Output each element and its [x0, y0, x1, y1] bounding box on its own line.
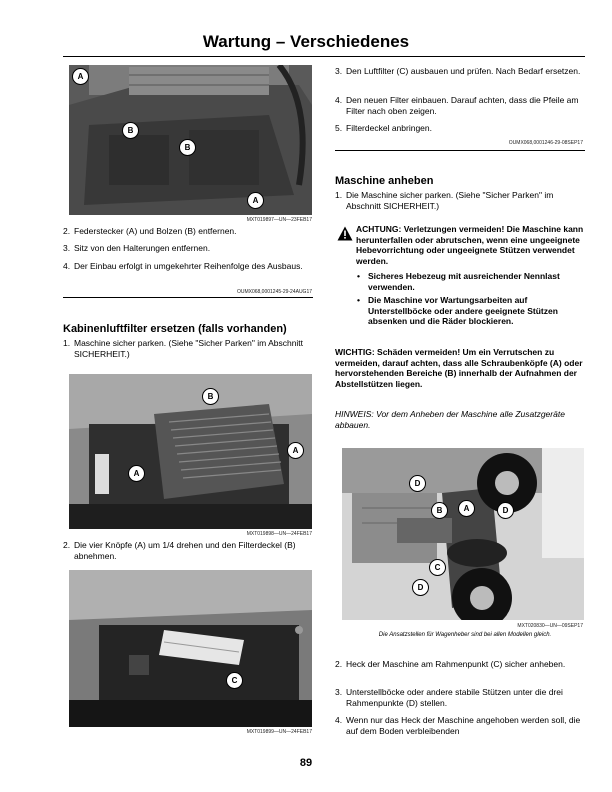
callout-c: C	[429, 559, 446, 576]
callout-b: B	[179, 139, 196, 156]
section-divider	[335, 150, 585, 151]
figure-seat-removal	[69, 65, 312, 215]
figure-caption: MXT019898—UN—24FEB17	[246, 531, 312, 537]
list-item: • Sicheres Hebezeug mit ausreichender Nennlast verwenden.	[357, 271, 560, 292]
air-filter-drawing	[69, 570, 312, 727]
callout-a: A	[72, 68, 89, 85]
figure-lift-points	[342, 448, 584, 620]
page-number: 89	[299, 757, 313, 769]
filter-cover-drawing	[69, 374, 312, 529]
section-heading: Maschine anheben	[335, 175, 434, 187]
bullet-dot-icon: •	[357, 271, 360, 281]
section-divider	[63, 297, 313, 298]
figure-caption: MXT019897—UN—23FEB17	[246, 217, 312, 223]
callout-b: B	[202, 388, 219, 405]
warning-triangle-icon	[337, 226, 353, 241]
caution-text: ACHTUNG: Verletzungen vermeiden! Die Maschine kann herunterfallen oder abrutschen, wenn eine ungeeignete Hebevorrichtung oder ungeeignete Stützen verwendet werden.	[356, 224, 584, 266]
lift-points-drawing	[342, 448, 584, 620]
list-item: • Die Maschine vor Wartungsarbeiten auf Unterstellböcke oder andere geeignete Stützen absenken und die Räder blockieren.	[357, 295, 558, 326]
callout-b: B	[431, 502, 448, 519]
section-heading: Kabinenluftfilter ersetzen (falls vorhanden)	[63, 323, 287, 335]
callout-d: D	[497, 502, 514, 519]
callout-a: A	[247, 192, 264, 209]
callout-d: D	[412, 579, 429, 596]
figure-filter-cover	[69, 374, 312, 529]
figure-caption: MXT020830—UN—09SEP17	[517, 623, 583, 629]
callout-b: B	[122, 122, 139, 139]
hint-note: HINWEIS: Vor dem Anheben der Maschine alle Zusatzgeräte abbauen.	[335, 409, 565, 430]
page-title: Wartung – Verschiedenes	[202, 32, 410, 51]
doc-reference-code: OUMX068,0001245-29-24AUG17	[236, 289, 312, 295]
figure-caption: MXT019899—UN—24FEB17	[246, 729, 312, 735]
callout-a: A	[287, 442, 304, 459]
figure-subcaption: Die Ansatzstellen für Wagenheber sind bei allen Modellen gleich.	[378, 632, 552, 638]
callout-a: A	[458, 500, 475, 517]
doc-reference-code: OUMX068,0001246-29-08SEP17	[508, 140, 583, 146]
callout-d: D	[409, 475, 426, 492]
callout-c: C	[226, 672, 243, 689]
bullet-list	[356, 271, 585, 327]
callout-a: A	[128, 465, 145, 482]
figure-air-filter	[69, 570, 312, 727]
title-rule	[63, 56, 585, 57]
important-notice: WICHTIG: Schäden vermeiden! Um ein Verrutschen zu vermeiden, darauf achten, dass alle Schraubenköpfe (A) oder hervorstehenden Bereiche (B) innerhalb der Aufnahmen der Abstellstützen liegen.	[335, 347, 583, 389]
bullet-dot-icon: •	[357, 295, 360, 305]
